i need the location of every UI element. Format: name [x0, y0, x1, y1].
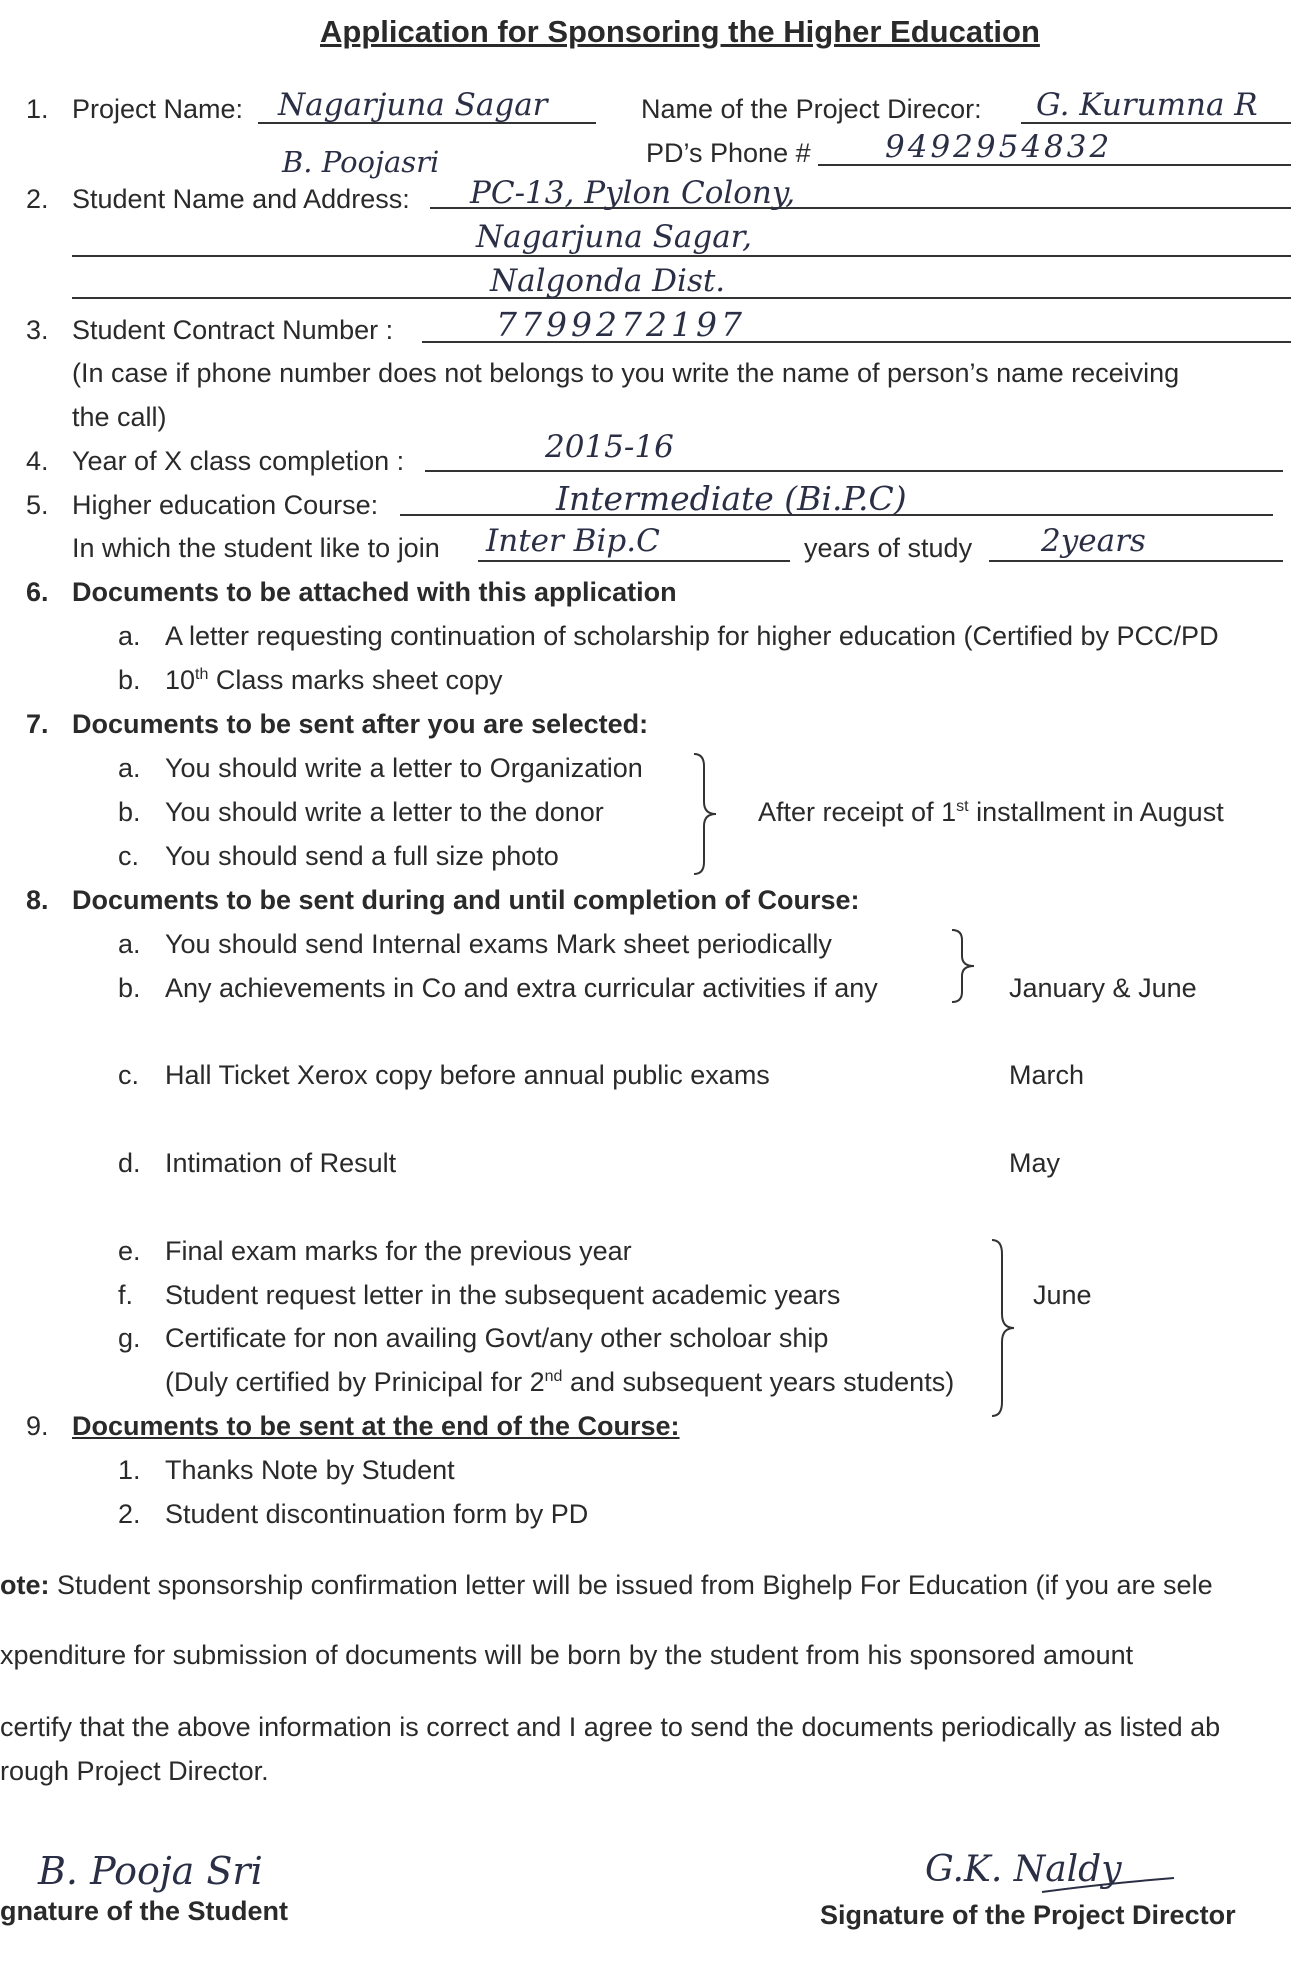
item-number: 3.	[26, 315, 49, 345]
item-letter: f.	[118, 1280, 134, 1310]
section-9-item-2: Student discontinuation form by PD	[165, 1499, 589, 1529]
project-name-value: Nagarjuna Sagar	[278, 87, 548, 123]
section-7-timing	[758, 799, 1224, 826]
right-brace-icon	[988, 1238, 1018, 1418]
section-7-item-c: You should send a full size photo	[165, 841, 559, 871]
section-9-item-1: Thanks Note by Student	[165, 1455, 455, 1485]
page-title: Application for Sponsoring the Higher Education	[320, 14, 1040, 49]
item-text: Class marks sheet copy	[208, 665, 503, 695]
item-text: and subsequent years students)	[562, 1367, 955, 1397]
section-8-item-g: Certificate for non availing Govt/any other scholoar ship	[165, 1323, 829, 1353]
address-line-1-value: PC-13, Pylon Colony,	[470, 175, 796, 211]
timing-text: After receipt of 1	[758, 797, 957, 827]
section-8-item-b: Any achievements in Co and extra curricular activities if any	[165, 973, 878, 1003]
item-number: 1.	[26, 94, 49, 124]
item-letter: a.	[118, 621, 141, 651]
section-9-heading: Documents to be sent at the end of the Course:	[72, 1411, 680, 1441]
address-line-3-value: Nalgonda Dist.	[490, 263, 726, 299]
item-number: 4.	[26, 446, 49, 476]
signature-stroke	[1040, 1870, 1180, 1900]
contact-note-cont: the call)	[72, 402, 167, 432]
years-value: 2years	[1041, 523, 1146, 559]
director-signature-label: Signature of the Project Director	[820, 1900, 1236, 1930]
address-line-2-value: Nagarjuna Sagar,	[476, 219, 752, 255]
note-text: Student sponsorship confirmation letter will be issued from Bighelp For Education (if you are sele	[49, 1570, 1213, 1600]
item-number: 6.	[26, 577, 49, 607]
item-number: 2.	[26, 184, 49, 214]
contact-value: 7799272197	[496, 305, 746, 344]
expenditure-note: xpenditure for submission of documents will be born by the student from his sponsored amount	[0, 1640, 1134, 1670]
section-8-item-e: Final exam marks for the previous year	[165, 1236, 632, 1266]
section-7-item-a: You should write a letter to Organization	[165, 753, 643, 783]
contact-note: (In case if phone number does not belongs to you write the name of person’s name receiving	[72, 358, 1180, 388]
section-8-timing-ab: January & June	[1009, 973, 1197, 1003]
project-name-label: Project Name:	[72, 94, 244, 124]
years-label: years of study	[804, 533, 973, 563]
section-8-item-c: Hall Ticket Xerox copy before annual public exams	[165, 1060, 770, 1090]
note-line	[0, 1572, 1213, 1599]
student-name-value: B. Poojasri	[282, 145, 440, 179]
join-label: In which the student like to join	[72, 533, 440, 563]
join-line[interactable]	[478, 560, 790, 562]
item-letter: c.	[118, 1060, 140, 1090]
section-8-heading: Documents to be sent during and until completion of Course:	[72, 885, 860, 915]
item-number: 8.	[26, 885, 49, 915]
section-8-timing-efg: June	[1033, 1280, 1092, 1310]
section-8-item-a: You should send Internal exams Mark sheet periodically	[165, 929, 832, 959]
item-letter: d.	[118, 1148, 141, 1178]
note-label: ote:	[0, 1570, 50, 1600]
address-line-2[interactable]	[72, 255, 1291, 257]
phone-value: 9492954832	[885, 129, 1113, 165]
ordinal-suffix: nd	[544, 1368, 563, 1385]
timing-text: installment in August	[968, 797, 1224, 827]
year-label: Year of X class completion :	[72, 446, 405, 476]
student-signature-label: gnature of the Student	[0, 1896, 288, 1926]
section-8-timing-c: March	[1009, 1060, 1085, 1090]
ordinal-suffix: st	[956, 798, 969, 815]
section-8-item-g-cont	[165, 1369, 954, 1396]
item-letter: b.	[118, 665, 141, 695]
student-signature: B. Pooja Sri	[38, 1849, 263, 1893]
item-number: 1.	[118, 1455, 141, 1485]
item-letter: g.	[118, 1323, 141, 1353]
course-value: Intermediate (Bi.P.C)	[556, 479, 907, 518]
director-label: Name of the Project Direcor:	[641, 94, 982, 124]
director-signature: G.K. Naldy	[925, 1849, 1122, 1890]
year-value: 2015-16	[545, 429, 674, 465]
item-number: 7.	[26, 709, 49, 739]
phone-label: PD’s Phone #	[646, 138, 811, 168]
item-letter: b.	[118, 973, 141, 1003]
section-6-item-b	[165, 667, 503, 694]
contact-label: Student Contract Number :	[72, 315, 394, 345]
item-number: 2.	[118, 1499, 141, 1529]
course-label: Higher education Course:	[72, 490, 379, 520]
director-value: G. Kurumna R	[1036, 87, 1258, 123]
item-letter: a.	[118, 753, 141, 783]
item-letter: b.	[118, 797, 141, 827]
section-7-heading: Documents to be sent after you are selected:	[72, 709, 649, 739]
section-8-item-f: Student request letter in the subsequent academic years	[165, 1280, 841, 1310]
item-letter: a.	[118, 929, 141, 959]
section-7-item-b: You should write a letter to the donor	[165, 797, 604, 827]
ordinal-number: 10	[165, 665, 196, 695]
item-number: 5.	[26, 490, 49, 520]
section-6-heading: Documents to be attached with this application	[72, 577, 677, 607]
year-line[interactable]	[425, 470, 1283, 472]
section-8-timing-d: May	[1009, 1148, 1061, 1178]
section-8-item-d: Intimation of Result	[165, 1148, 397, 1178]
years-line[interactable]	[989, 560, 1283, 562]
section-6-item-a: A letter requesting continuation of scholarship for higher education (Certified by PCC/PD	[165, 621, 1219, 651]
ordinal-suffix: th	[195, 666, 209, 683]
student-label: Student Name and Address:	[72, 184, 410, 214]
item-number: 9.	[26, 1411, 49, 1441]
join-value: Inter Bip.C	[486, 523, 660, 559]
certify-statement-cont: rough Project Director.	[0, 1756, 269, 1786]
item-text: (Duly certified by Prinicipal for 2	[165, 1367, 545, 1397]
right-brace-icon	[948, 928, 978, 1004]
item-letter: c.	[118, 841, 140, 871]
right-brace-icon	[690, 752, 720, 876]
item-letter: e.	[118, 1236, 141, 1266]
certify-statement: certify that the above information is correct and I agree to send the documents periodically as listed ab	[0, 1712, 1221, 1742]
